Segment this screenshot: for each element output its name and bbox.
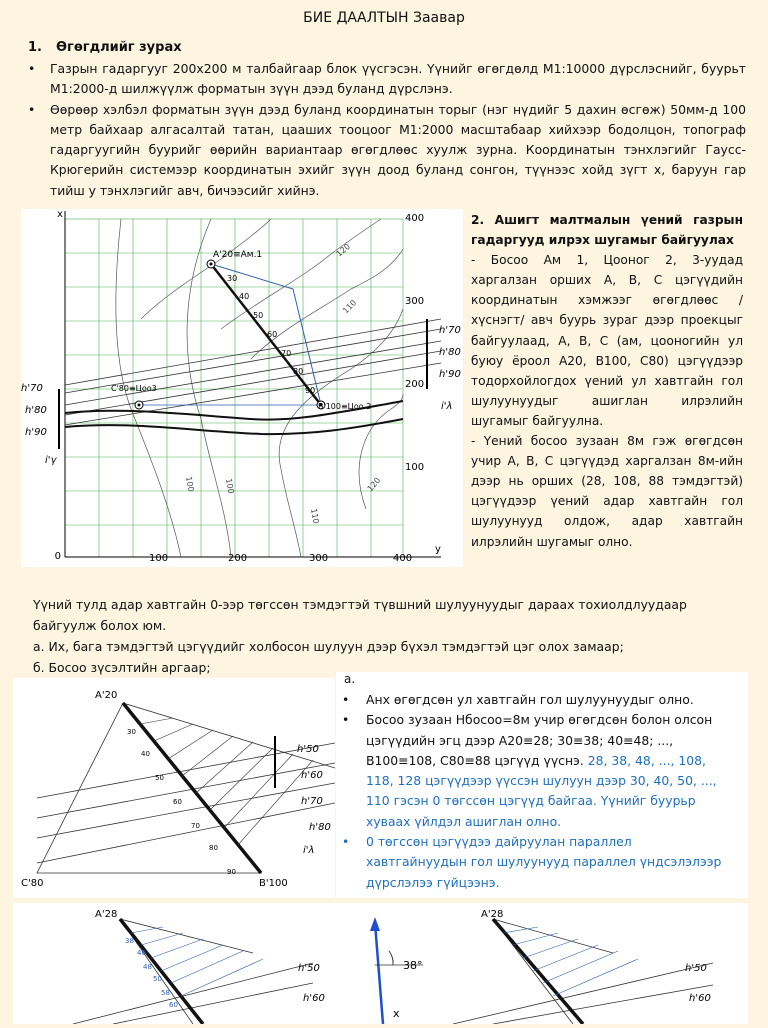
step-3: • 0 төгссөн цэгүүдээ дайруулан параллел хавтгайнуудын гол шулуунууд параллел үндсэлэлээр дүрслэлээ гүйцээнэ. (336, 832, 736, 893)
y-axis-label: y (435, 544, 441, 555)
y-tick-300: 300 (309, 553, 329, 564)
section2-text (471, 210, 743, 552)
ab-thick-line (123, 703, 261, 873)
svg-text:h'50: h'50 (298, 963, 320, 974)
x-tick-100: 100 (405, 462, 425, 473)
svg-text:h'80: h'80 (309, 822, 331, 833)
i-lambda-label: i'λ (441, 401, 453, 412)
svg-text:60: 60 (169, 1001, 178, 1009)
point-b-label: B'100≡Цоо.2 (318, 402, 372, 411)
point-a-label: A'20≡Ам.1 (213, 250, 263, 260)
svg-text:h'50: h'50 (297, 744, 319, 755)
x-tick-400: 400 (405, 213, 425, 224)
svg-text:h'60: h'60 (301, 770, 323, 781)
svg-text:h'80: h'80 (25, 405, 47, 416)
svg-text:h'60: h'60 (303, 993, 325, 1004)
contour-label-4: 100 (184, 475, 196, 493)
svg-text:90: 90 (227, 868, 236, 876)
svg-text:50: 50 (155, 774, 164, 782)
point-b-label: B'100 (259, 878, 288, 889)
svg-text:h'70: h'70 (439, 325, 461, 336)
page-title: БИЕ ДААЛТЫН Заавар (303, 10, 465, 26)
svg-text:60: 60 (173, 798, 182, 806)
step-2-highlight: 28, 38, 48, ..., 108, 118, 128 цэгүүдээр үүссэн шулуун дээр 30, 40, 50, ..., 110 гэсэн 0 төгссөн цэгүүд байгаа. Үүнийг буурьр хувааx үйлдэл ашиглан олно. (366, 752, 717, 829)
svg-text:40: 40 (141, 750, 150, 758)
section2-para-1: - Босоо Ам 1, Цооног 2, 3-уудад харгалзан орших A, B, C цэгүүдийн координатын хэмжээг өгөгдлөөс /хүснэгт/ авч буурь зураг дээр проекцыг байгуулаад, A, B, C (ам, цооногийн ул буюу ёроол A20, B100, C80) цэгүүдээр тодорхойлогдох үений ул хавтгайн гол шулуунуудыг ашиглан илрэлийн шугамыг байгуулна. (471, 253, 743, 428)
step-2-text: Босоо зузаан Hбосоо=8м учир өгөгдсөн болон олсон цэгүүдийн эгц дээр A20≡28; 30≡38; 40≡48; ..., B100≡108, C80≡88 цэгүүд үүснэ. (366, 712, 713, 768)
method-a-steps (336, 672, 748, 898)
svg-text:h'50: h'50 (685, 963, 707, 974)
x-tick-300: 300 (405, 296, 425, 307)
svg-text:h'60: h'60 (689, 993, 711, 1004)
y-tick-100: 100 (149, 553, 169, 564)
svg-text:h'90: h'90 (25, 427, 47, 438)
svg-text:38: 38 (125, 937, 134, 945)
section2-para-2: - Үений босоо зузаан 8м гэж өгөгдсөн учир A, B, C цэгүүдэд харгалзан 8м-ийн дээр нь орших (28, 108, 88 тэмдэгтэй) цэгүүдээр үений адар хавтгайн гол шулуунууд олдож, адар хавтгайн илрэлийн шугамыг олно. (471, 434, 743, 549)
svg-text:50: 50 (153, 975, 162, 983)
svg-text:48: 48 (143, 963, 152, 971)
hatch-lines (140, 718, 313, 845)
svg-text:90: 90 (305, 386, 316, 395)
methods-intro-text: Үүний тулд адар хавтгайн 0-ээр төгссөн тэмдэгтэй түвшний шулуунуудыг дараах тохиолдлуудаар байгуулж болох юм. (33, 597, 687, 633)
contour-lines (116, 219, 403, 557)
blue-arrow (375, 923, 383, 1024)
y-tick-200: 200 (228, 553, 248, 564)
svg-text:80: 80 (293, 367, 304, 376)
i-gamma-label: i'γ (45, 455, 57, 466)
contour-label-3: 100 (224, 477, 236, 495)
svg-text:60: 60 (267, 330, 278, 339)
svg-text:h'90: h'90 (439, 369, 461, 380)
origin-label: 0 (54, 551, 61, 562)
svg-text:h'80: h'80 (439, 347, 461, 358)
svg-text:50: 50 (253, 311, 264, 320)
svg-text:30: 30 (227, 274, 238, 283)
svg-text:i'λ: i'λ (303, 845, 315, 856)
svg-text:70: 70 (191, 822, 200, 830)
contour-label-2: 120 (365, 475, 383, 494)
svg-text:58: 58 (161, 989, 170, 997)
bullet-2: • Өөрөөр хэлбэл форматын зүүн дээд буланд координатын торыг (нэг нүдийг 5 дахин өсгөж) 50мм-д 100 метр байхаар алгасалтай татан, цааших тооцоог М1:2000 масштабаар хийхээр бодолцон, топограф гадаргуугийн буурийг өөрийн вариантаар өгөгдлөөс хуулж зурна. Координатын тэнхлэгийг Гаусс-Крюгерийн системээр координатын эхийг зүүн доод буланд сонгон, түүнээс хойд зүгт х, баруун гар тийш у тэнхлэгийг авч, бичээсийг хийнэ. (24, 100, 746, 201)
triangle-construction-figure (13, 678, 335, 898)
bottom-figures (13, 903, 748, 1024)
point-c-label: C'80≡Цоо3 (111, 384, 157, 393)
svg-text:30: 30 (127, 728, 136, 736)
methods-intro (33, 594, 748, 678)
contour-label-5: 110 (309, 507, 321, 525)
x-tick-200: 200 (405, 379, 425, 390)
step-2 (336, 710, 736, 832)
svg-text:40: 40 (137, 949, 146, 957)
svg-text:h'70: h'70 (21, 383, 43, 394)
bullet-1: • Газрын гадаргууг 200х200 м талбайгаар блок үүсгэсэн. Үүнийг өгөгдөлд М1:10000 дүрслэснийг, буурьт М1:2000-д шилжүүлж форматын зүүн дээд буланд дүрслэнэ. (24, 59, 746, 100)
contour-label-6: 120 (334, 241, 352, 259)
svg-text:h'70: h'70 (301, 796, 323, 807)
angle-label: 38° (403, 959, 423, 972)
fig3-a-label: A'28 (95, 909, 118, 920)
right-h-labels (439, 325, 461, 380)
method-a-line: а. Их, бага тэмдэгтэй цэгүүдийг холбосон шулуун дээр бүхэл тэмдэгтэй цэг олох замаар; (33, 639, 624, 654)
section1-heading: 1. Өгөгдлийг зурах (28, 40, 182, 55)
y-tick-400: 400 (393, 553, 413, 564)
left-h-labels (21, 383, 47, 438)
step-1: • Анх өгөгдсөн ул хавтгайн гол шулуунуудыг олно. (336, 690, 736, 710)
ab-line (211, 264, 321, 405)
method-b-line: б. Босоо зүсэлтийн аргаар; (33, 660, 211, 675)
x-axis-label: x (57, 209, 63, 220)
contour-label-1: 110 (341, 298, 359, 316)
point-a-label: A'20 (95, 690, 118, 701)
point-c-label: C'80 (21, 878, 44, 889)
svg-text:80: 80 (209, 844, 218, 852)
svg-text:40: 40 (239, 292, 250, 301)
division-marks (227, 274, 315, 395)
svg-text:A'28: A'28 (481, 909, 504, 920)
section1-bullets (24, 59, 746, 201)
method-a-label: a. (344, 672, 356, 686)
svg-text:70: 70 (281, 349, 292, 358)
topographic-grid-figure (21, 209, 463, 567)
section2-heading: 2. Ашигт малтмалын үений газрын гадаргууд илрэх шугамыг байгуулах (471, 213, 743, 248)
x-label: x (393, 1007, 400, 1020)
